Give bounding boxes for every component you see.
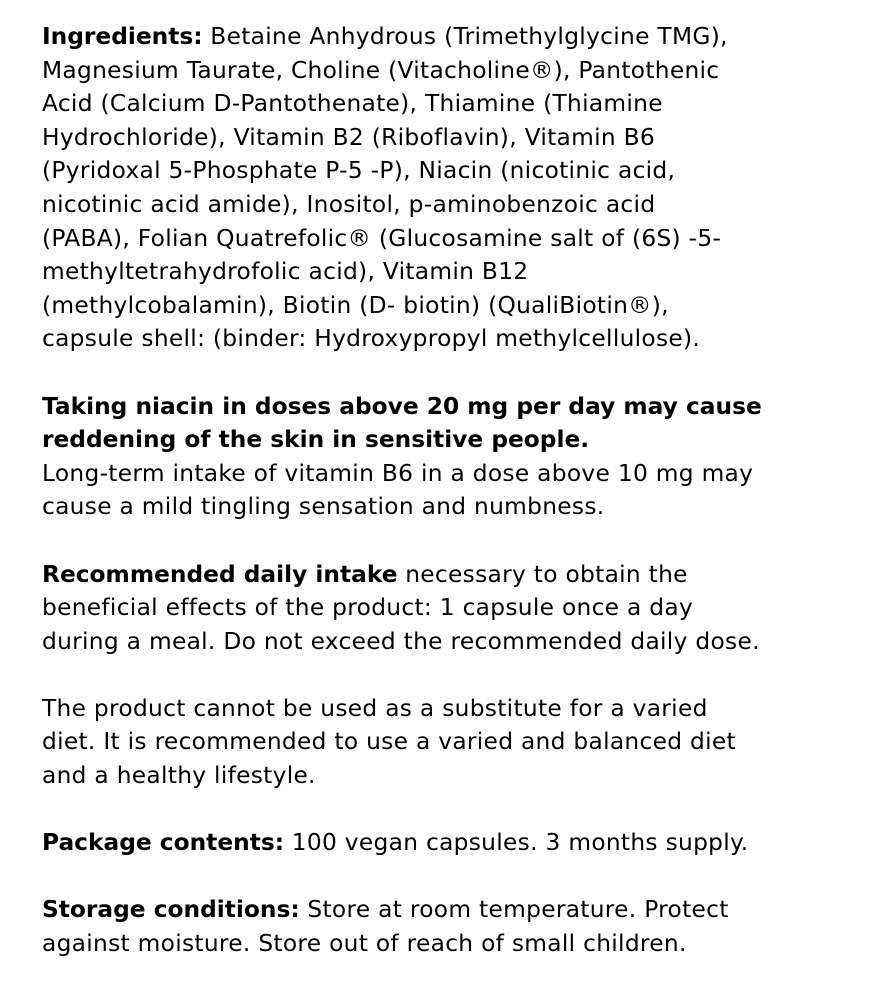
storage-label: Storage conditions: bbox=[42, 896, 300, 924]
dosage-paragraph bbox=[42, 558, 887, 659]
ingredients-text-line: Betaine Anhydrous (Trimethylglycine TMG), bbox=[202, 23, 728, 50]
storage-paragraph bbox=[42, 893, 887, 960]
paragraph-spacer bbox=[42, 793, 887, 827]
package-paragraph bbox=[42, 826, 887, 860]
diet-note-paragraph bbox=[42, 692, 887, 793]
dosage-label: Recommended daily intake bbox=[42, 560, 398, 588]
diet-note-line: The product cannot be used as a substitute for a varied bbox=[42, 694, 708, 722]
ingredients-text-line: nicotinic acid amide), Inositol, p-aminobenzoic acid bbox=[42, 190, 656, 218]
ingredients-text-line: Magnesium Taurate, Choline (Vitacholine®), Pantothenic bbox=[42, 56, 720, 84]
ingredients-text-line: (methylcobalamin), Biotin (D- biotin) (QualiBiotin®), bbox=[42, 291, 669, 319]
storage-text-line: against moisture. Store out of reach of small children. bbox=[42, 930, 687, 958]
storage-text-line: Store at room temperature. Protect bbox=[299, 896, 729, 924]
ingredients-text-line: capsule shell: (binder: Hydroxypropyl methylcellulose). bbox=[42, 325, 701, 353]
ingredients-text-line: methyltetrahydrofolic acid), Vitamin B12 bbox=[42, 258, 529, 286]
package-line bbox=[42, 826, 887, 860]
ingredients-text-line: (PABA), Folian Quatrefolic® (Glucosamine salt of (6S) -5- bbox=[42, 224, 722, 252]
niacin-warning-line: reddening of the skin in sensitive people. bbox=[42, 426, 590, 454]
ingredients-text-line: (Pyridoxal 5-Phosphate P-5 -P), Niacin (nicotinic acid, bbox=[42, 157, 676, 185]
dosage-line-1 bbox=[42, 558, 887, 592]
ingredients-label: Ingredients: bbox=[42, 23, 203, 50]
diet-note-line: and a healthy lifestyle. bbox=[42, 762, 316, 790]
dosage-text-line: beneficial effects of the product: 1 capsule once a day bbox=[42, 594, 694, 622]
ingredients-paragraph bbox=[42, 20, 887, 356]
diet-note-line: diet. It is recommended to use a varied and balanced diet bbox=[42, 728, 736, 756]
b6-warning-line: cause a mild tingling sensation and numbness. bbox=[42, 493, 605, 521]
paragraph-spacer bbox=[42, 658, 887, 692]
paragraph-spacer bbox=[42, 860, 887, 894]
niacin-warning-line: Taking niacin in doses above 20 mg per day may cause bbox=[42, 392, 762, 420]
ingredients-text-line: Hydrochloride), Vitamin B2 (Riboflavin), Vitamin B6 bbox=[42, 123, 656, 151]
dosage-text-line: during a meal. Do not exceed the recommended daily dose. bbox=[42, 627, 760, 655]
package-label: Package contents: bbox=[42, 829, 285, 857]
ingredients-text-line: Acid (Calcium D-Pantothenate), Thiamine (Thiamine bbox=[42, 90, 663, 118]
dosage-text-line: necessary to obtain the bbox=[397, 560, 688, 588]
niacin-warning bbox=[42, 390, 887, 457]
ingredients-line-1 bbox=[42, 20, 887, 54]
storage-line-1 bbox=[42, 893, 887, 927]
product-label-text bbox=[42, 20, 887, 961]
b6-warning-line: Long-term intake of vitamin B6 in a dose above 10 mg may bbox=[42, 459, 754, 487]
package-text: 100 vegan capsules. 3 months supply. bbox=[284, 829, 749, 857]
paragraph-spacer bbox=[42, 356, 887, 390]
b6-warning bbox=[42, 457, 887, 524]
warnings-paragraph bbox=[42, 390, 887, 524]
paragraph-spacer bbox=[42, 524, 887, 558]
